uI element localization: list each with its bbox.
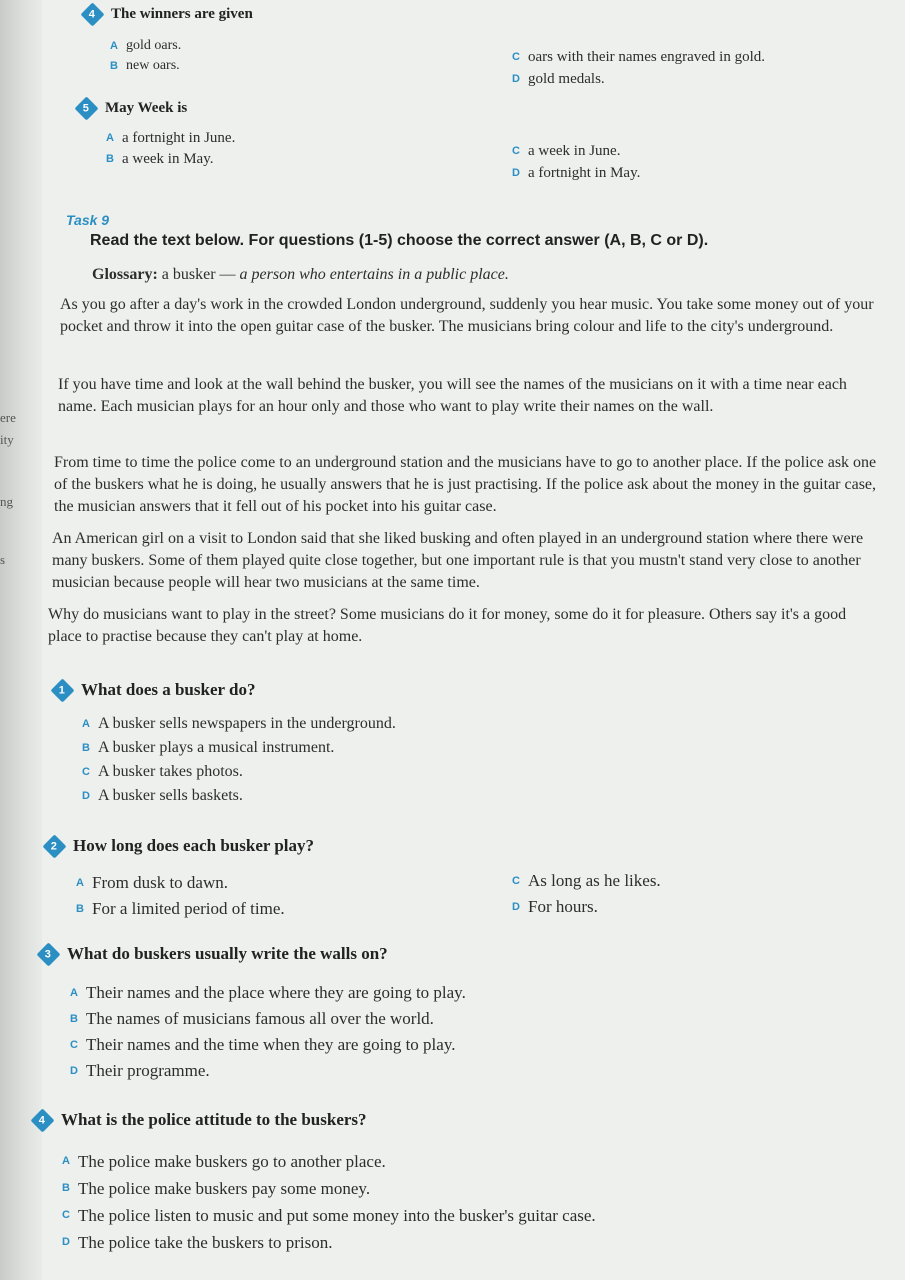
gutter-text: ng — [0, 494, 13, 509]
question-1 — [54, 680, 255, 700]
question-text: What does a busker do? — [81, 680, 256, 699]
gutter-text: ity — [0, 432, 14, 447]
option-b: B For a limited period of time. — [76, 899, 285, 918]
option-d: D a fortnight in May. — [512, 165, 641, 181]
prev-question-5 — [78, 100, 187, 117]
question-text: May Week is — [105, 100, 188, 116]
option-d: D For hours. — [512, 897, 598, 916]
question-number-badge: 4 — [30, 1108, 54, 1132]
glossary-label: Glossary: — [92, 266, 158, 283]
question-1-options — [82, 712, 396, 808]
question-3-options — [70, 980, 466, 1084]
option-d: D A busker sells baskets. — [82, 787, 243, 804]
question-text: What is the police attitude to the buskers? — [61, 1110, 367, 1129]
option-c: C A busker takes photos. — [82, 763, 243, 780]
option-d: D Their programme. — [70, 1061, 210, 1080]
question-text: How long does each busker play? — [73, 836, 315, 855]
option-c: C a week in June. — [512, 143, 621, 159]
option-c: C Their names and the time when they are going to play. — [70, 1035, 456, 1054]
glossary-definition: a person who entertains in a public place. — [239, 266, 509, 283]
prev-options-ab — [106, 128, 235, 170]
question-number-badge: 4 — [80, 2, 104, 26]
prev-options-cd — [512, 46, 765, 90]
question-2-options-ab — [76, 870, 285, 922]
question-4-options — [62, 1148, 596, 1256]
option-a: A The police make buskers go to another place. — [62, 1152, 386, 1171]
text-paragraph: As you go after a day's work in the crowded London underground, suddenly you hear music. You take some money out of your pocket and throw it into the open guitar case of the busker. The musicians bring colour and life to the city's underground. — [60, 296, 874, 335]
option-b: B a week in May. — [106, 151, 214, 167]
question-text: The winners are given — [111, 6, 253, 22]
option-d: D gold medals. — [512, 71, 605, 87]
question-number-badge: 3 — [36, 942, 60, 966]
text-paragraph: Why do musicians want to play in the street? Some musicians do it for money, some do it for pleasure. Others say it's a good place to practise because they can't play at home. — [48, 606, 847, 645]
question-number-badge: 2 — [42, 834, 66, 858]
option-a: A Their names and the place where they are going to play. — [70, 983, 466, 1002]
page-gutter — [0, 0, 42, 1280]
option-a: A From dusk to dawn. — [76, 873, 228, 892]
question-3 — [40, 944, 388, 964]
prev-question-4 — [84, 6, 253, 23]
text-paragraph: An American girl on a visit to London said that she liked busking and often played in an underground station where there were many buskers. Some of them played quite close together, but one important rule is that you mustn't stand very close to another musician because people will hear two musicians at the same time. — [52, 530, 864, 591]
text-paragraph: If you have time and look at the wall behind the busker, you will see the names of the musicians on it with a time near each name. Each musician plays for an hour only and those who want to play write their names on the wall. — [58, 376, 847, 415]
gutter-text: s — [0, 552, 6, 567]
question-2-options-cd — [512, 868, 661, 920]
option-b: B The names of musicians famous all over the world. — [70, 1009, 434, 1028]
prev-options-ab — [110, 36, 181, 76]
question-2 — [46, 836, 314, 856]
question-number-badge: 5 — [74, 96, 98, 120]
prev-options-cd — [512, 140, 640, 184]
glossary-term: a busker — — [161, 266, 236, 283]
option-d: D The police take the buskers to prison. — [62, 1233, 333, 1252]
gutter-text: ere — [0, 410, 16, 425]
task-instruction: Read the text below. For questions (1-5) choose the correct answer (A, B, C or D). — [90, 232, 709, 249]
option-a: A gold oars. — [110, 38, 182, 53]
option-c: C As long as he likes. — [512, 871, 661, 890]
option-a: A a fortnight in June. — [106, 130, 236, 146]
option-c: C The police listen to music and put some money into the busker's guitar case. — [62, 1206, 596, 1225]
glossary — [92, 266, 509, 284]
option-b: B The police make buskers pay some money. — [62, 1179, 371, 1198]
text-paragraph: From time to time the police come to an underground station and the musicians have to go to another place. If the police ask one of the buskers what he is doing, he usually answers that he is just practising. If the police ask about the money in the guitar case, the musician answers that it fell out of his pocket into his guitar case. — [54, 454, 877, 515]
question-4 — [34, 1110, 367, 1130]
question-number-badge: 1 — [50, 678, 74, 702]
option-c: C oars with their names engraved in gold. — [512, 49, 766, 65]
option-b: B A busker plays a musical instrument. — [82, 739, 335, 756]
option-a: A A busker sells newspapers in the underground. — [82, 715, 396, 732]
task-label: Task 9 — [66, 212, 110, 228]
option-b: B new oars. — [110, 58, 180, 73]
question-text: What do buskers usually write the walls on? — [67, 944, 388, 963]
